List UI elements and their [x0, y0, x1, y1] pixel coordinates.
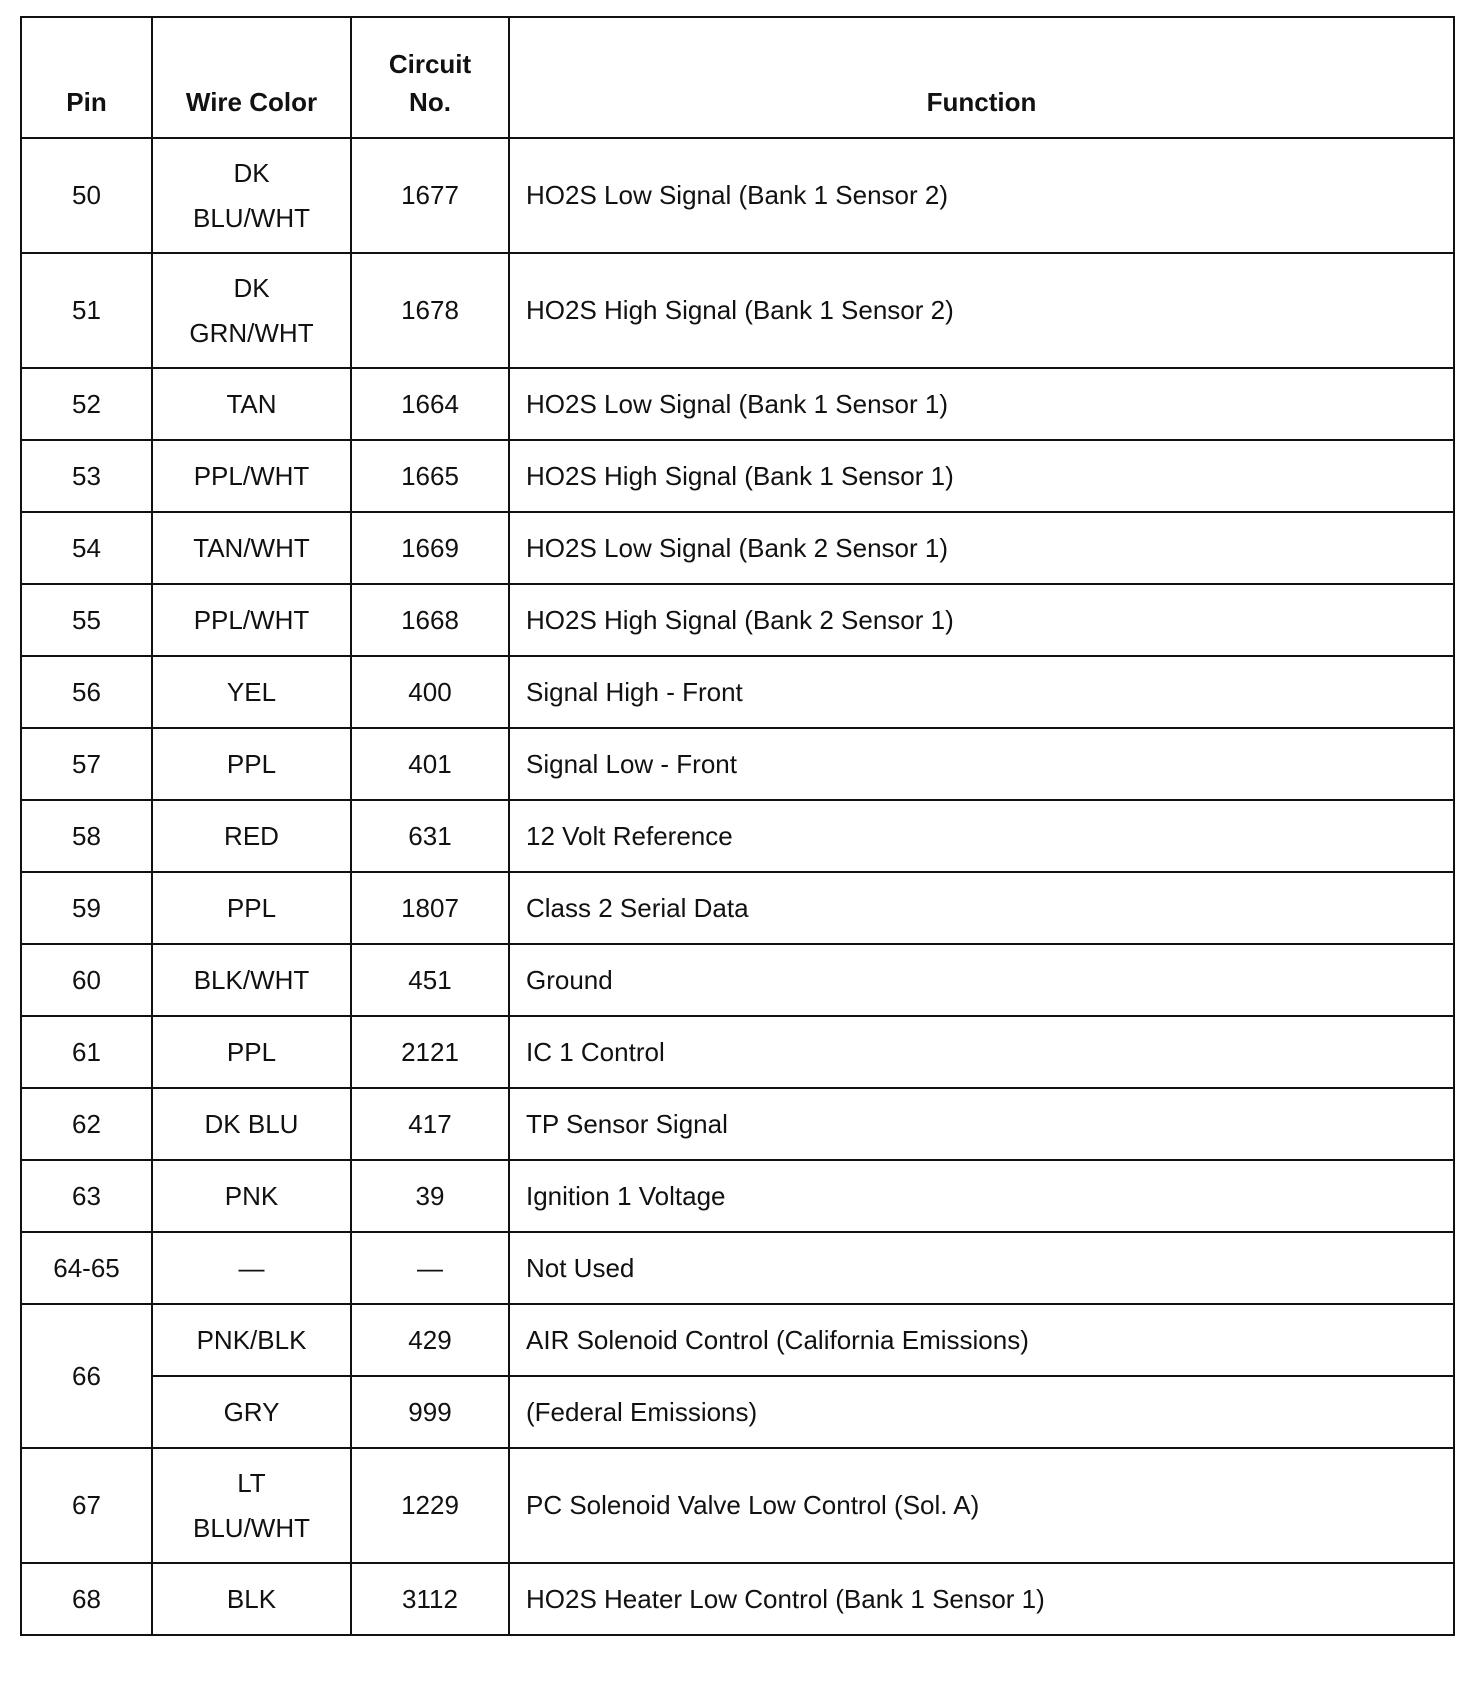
header-wire-color: Wire Color: [152, 17, 351, 138]
circuit-cell: 1664: [351, 368, 509, 440]
pin-cell: 60: [21, 944, 152, 1016]
function-cell: HO2S High Signal (Bank 2 Sensor 1): [509, 584, 1454, 656]
table-row: [21, 1376, 1454, 1448]
circuit-cell: 999: [351, 1376, 509, 1448]
circuit-cell: 429: [351, 1304, 509, 1376]
circuit-cell: 2121: [351, 1016, 509, 1088]
wire-color-cell: PNK: [152, 1160, 351, 1232]
table-row: [21, 253, 1454, 368]
function-cell: HO2S Low Signal (Bank 1 Sensor 2): [509, 138, 1454, 253]
header-function: Function: [509, 17, 1454, 138]
wire-color-cell: [152, 253, 351, 368]
wire-color-cell: PPL: [152, 728, 351, 800]
table-row: [21, 1232, 1454, 1304]
pin-cell: 52: [21, 368, 152, 440]
wire-color-line2: BLU/WHT: [193, 202, 310, 233]
table-row: [21, 368, 1454, 440]
connector-pinout-table: [20, 16, 1455, 1636]
pin-cell: 61: [21, 1016, 152, 1088]
wire-color-line1: DK: [233, 157, 270, 188]
pin-cell: 66: [21, 1304, 152, 1448]
circuit-cell: 3112: [351, 1563, 509, 1635]
function-cell: Ignition 1 Voltage: [509, 1160, 1454, 1232]
pin-cell: 56: [21, 656, 152, 728]
function-cell: HO2S Low Signal (Bank 1 Sensor 1): [509, 368, 1454, 440]
table-row: [21, 1016, 1454, 1088]
circuit-cell: 1229: [351, 1448, 509, 1563]
table-row: [21, 656, 1454, 728]
circuit-cell: 400: [351, 656, 509, 728]
pin-cell: 64-65: [21, 1232, 152, 1304]
circuit-cell: 1807: [351, 872, 509, 944]
wire-color-cell: GRY: [152, 1376, 351, 1448]
pin-cell: 59: [21, 872, 152, 944]
function-cell: HO2S High Signal (Bank 1 Sensor 2): [509, 253, 1454, 368]
pin-cell: 51: [21, 253, 152, 368]
table-row: [21, 1448, 1454, 1563]
header-circuit-line2: No.: [409, 87, 451, 117]
pin-cell: 63: [21, 1160, 152, 1232]
circuit-cell: 1669: [351, 512, 509, 584]
wire-color-line2: GRN/WHT: [189, 317, 314, 348]
function-cell: Class 2 Serial Data: [509, 872, 1454, 944]
table-row: [21, 512, 1454, 584]
wire-color-cell: PPL: [152, 872, 351, 944]
function-cell: 12 Volt Reference: [509, 800, 1454, 872]
function-cell: Signal High - Front: [509, 656, 1454, 728]
pin-cell: 67: [21, 1448, 152, 1563]
circuit-cell: 401: [351, 728, 509, 800]
circuit-cell: —: [351, 1232, 509, 1304]
wire-color-line2: BLU/WHT: [193, 1512, 310, 1543]
pin-cell: 58: [21, 800, 152, 872]
function-cell: HO2S Heater Low Control (Bank 1 Sensor 1): [509, 1563, 1454, 1635]
wire-color-cell: PPL/WHT: [152, 584, 351, 656]
wire-color-cell: PPL/WHT: [152, 440, 351, 512]
wire-color-cell: DK BLU: [152, 1088, 351, 1160]
function-cell: Ground: [509, 944, 1454, 1016]
circuit-cell: 1665: [351, 440, 509, 512]
wire-color-cell: [152, 1448, 351, 1563]
header-circuit-no: [351, 17, 509, 138]
function-cell: Not Used: [509, 1232, 1454, 1304]
circuit-cell: 631: [351, 800, 509, 872]
circuit-cell: 451: [351, 944, 509, 1016]
circuit-cell: 1678: [351, 253, 509, 368]
function-cell: AIR Solenoid Control (California Emissions): [509, 1304, 1454, 1376]
table-row: [21, 800, 1454, 872]
wire-color-cell: PNK/BLK: [152, 1304, 351, 1376]
wire-color-cell: BLK/WHT: [152, 944, 351, 1016]
pin-cell: 62: [21, 1088, 152, 1160]
wire-color-cell: [152, 138, 351, 253]
wire-color-cell: RED: [152, 800, 351, 872]
function-cell: HO2S Low Signal (Bank 2 Sensor 1): [509, 512, 1454, 584]
function-cell: (Federal Emissions): [509, 1376, 1454, 1448]
table-row: [21, 138, 1454, 253]
wire-color-cell: TAN/WHT: [152, 512, 351, 584]
wire-color-cell: PPL: [152, 1016, 351, 1088]
table-row: [21, 872, 1454, 944]
wire-color-cell: YEL: [152, 656, 351, 728]
table-header-row: [21, 17, 1454, 138]
function-cell: IC 1 Control: [509, 1016, 1454, 1088]
header-pin: Pin: [21, 17, 152, 138]
table-row: [21, 440, 1454, 512]
function-cell: TP Sensor Signal: [509, 1088, 1454, 1160]
pin-cell: 55: [21, 584, 152, 656]
table-row: [21, 1563, 1454, 1635]
wire-color-line1: LT: [237, 1467, 266, 1498]
circuit-cell: 417: [351, 1088, 509, 1160]
wire-color-cell: —: [152, 1232, 351, 1304]
pin-cell: 54: [21, 512, 152, 584]
wire-color-line1: DK: [233, 272, 270, 303]
table-row: [21, 584, 1454, 656]
table-row: [21, 1160, 1454, 1232]
wire-color-cell: BLK: [152, 1563, 351, 1635]
table-row: [21, 1088, 1454, 1160]
circuit-cell: 1668: [351, 584, 509, 656]
table-row: [21, 728, 1454, 800]
function-cell: PC Solenoid Valve Low Control (Sol. A): [509, 1448, 1454, 1563]
pin-cell: 68: [21, 1563, 152, 1635]
pin-cell: 53: [21, 440, 152, 512]
header-circuit-line1: Circuit: [388, 49, 472, 79]
pin-cell: 50: [21, 138, 152, 253]
pin-cell: 57: [21, 728, 152, 800]
function-cell: Signal Low - Front: [509, 728, 1454, 800]
table-row: [21, 1304, 1454, 1376]
function-cell: HO2S High Signal (Bank 1 Sensor 1): [509, 440, 1454, 512]
table-row: [21, 944, 1454, 1016]
circuit-cell: 1677: [351, 138, 509, 253]
circuit-cell: 39: [351, 1160, 509, 1232]
wire-color-cell: TAN: [152, 368, 351, 440]
